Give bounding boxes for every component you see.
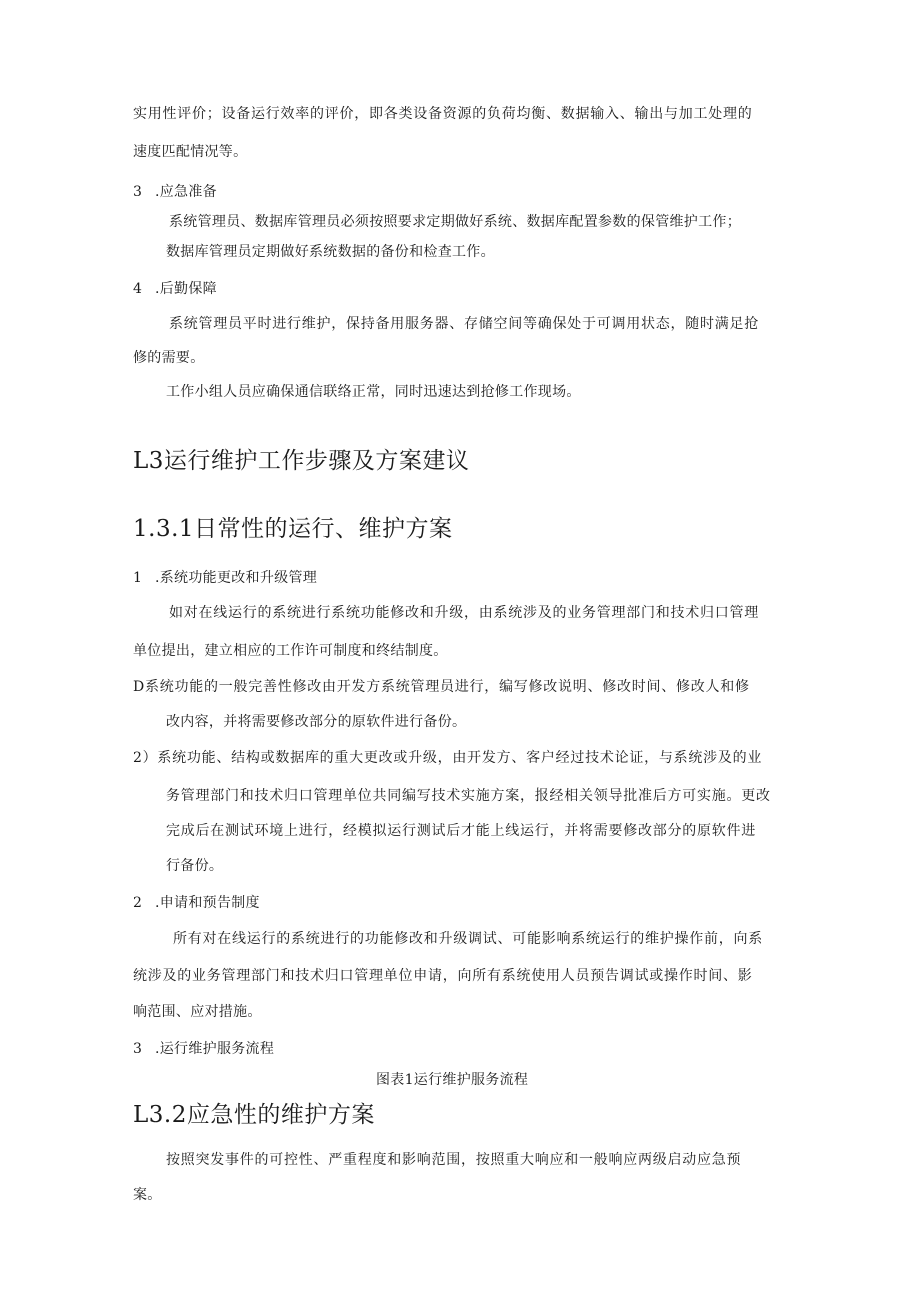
list-item-number: 3 bbox=[133, 1041, 143, 1057]
list-item-number: 4 bbox=[133, 281, 143, 297]
list-item-1-heading bbox=[133, 568, 317, 588]
list-item-number: 1 bbox=[133, 570, 143, 586]
section-heading-l3: L3运行维护工作步骤及方案建议 bbox=[133, 448, 470, 474]
list-item-4-heading bbox=[133, 279, 217, 299]
intro-line-2: 速度匹配情况等。 bbox=[133, 144, 248, 160]
list-item-title: .运行维护服务流程 bbox=[155, 1041, 275, 1057]
list-item-number: 2 bbox=[133, 895, 143, 911]
item4-paragraph-2: 工作小组人员应确保通信联络正常，同时迅速达到抢修工作现场。 bbox=[166, 384, 581, 400]
s2-paragraph-line-3: 响范围、应对措施。 bbox=[133, 1004, 262, 1020]
figure-caption: 图表1运行维护服务流程 bbox=[376, 1072, 529, 1088]
s1-subitem-d-line-1: D系统功能的一般完善性修改由开发方系统管理员进行，编写修改说明、修改时间、修改人和修 bbox=[133, 679, 750, 695]
s2-paragraph-line-2: 统涉及的业务管理部门和技术归口管理单位申请，向所有系统使用人员预告调试或操作时间、影 bbox=[133, 968, 753, 984]
s1-subitem-2-line-1: 2）系统功能、结构或数据库的重大更改或升级，由开发方、客户经过技术论证，与系统涉及的业 bbox=[133, 750, 763, 766]
item3-paragraph-line-2: 数据库管理员定期做好系统数据的备份和检查工作。 bbox=[166, 244, 495, 260]
s1-subitem-2-line-2: 务管理部门和技术归口管理单位共同编写技术实施方案，报经相关领导批准后方可实施。更改 bbox=[166, 788, 771, 804]
s1-paragraph-line-1: 如对在线运行的系统进行系统功能修改和升级，由系统涉及的业务管理部门和技术归口管理 bbox=[169, 605, 759, 621]
s1-paragraph-line-2: 单位提出，建立相应的工作许可制度和终结制度。 bbox=[133, 643, 448, 659]
list-item-title: .应急准备 bbox=[155, 184, 217, 200]
list-item-title: .申请和预告制度 bbox=[155, 895, 260, 911]
s1-subitem-2-line-3: 完成后在测试环境上进行，经模拟运行测试后才能上线运行，并将需要修改部分的原软件进 bbox=[166, 823, 756, 839]
s1-subitem-2-line-4: 行备份。 bbox=[166, 858, 224, 874]
list-item-number: 3 bbox=[133, 184, 143, 200]
section-heading-l3-2: L3.2应急性的维护方案 bbox=[133, 1102, 375, 1128]
s4-paragraph-line-2: 案。 bbox=[133, 1187, 162, 1203]
intro-line-1: 实用性评价；设备运行效率的评价，即各类设备资源的负荷均衡、数据输入、输出与加工处理的 bbox=[133, 106, 753, 122]
s1-subitem-d-line-2: 改内容，并将需要修改部分的原软件进行备份。 bbox=[166, 714, 467, 730]
list-item-title: .后勤保障 bbox=[155, 281, 217, 297]
list-item-2-heading bbox=[133, 893, 260, 913]
item3-paragraph-line-1: 系统管理员、数据库管理员必须按照要求定期做好系统、数据库配置参数的保管维护工作； bbox=[169, 214, 741, 230]
list-item-title: .系统功能更改和升级管理 bbox=[155, 570, 318, 586]
item4-paragraph-line-2: 修的需要。 bbox=[133, 350, 205, 366]
item4-paragraph-line-1: 系统管理员平时进行维护，保持备用服务器、存储空间等确保处于可调用状态，随时满足抢 bbox=[169, 316, 759, 332]
list-item-3-heading bbox=[133, 182, 217, 202]
s4-paragraph-line-1: 按照突发事件的可控性、严重程度和影响范围，按照重大响应和一般响应两级启动应急预 bbox=[166, 1152, 742, 1168]
list-item-3b-heading bbox=[133, 1039, 274, 1059]
section-heading-1-3-1: 1.3.1日常性的运行、维护方案 bbox=[133, 516, 453, 542]
s2-paragraph-line-1: 所有对在线运行的系统进行的功能修改和升级调试、可能影响系统运行的维护操作前，向系 bbox=[173, 931, 763, 947]
